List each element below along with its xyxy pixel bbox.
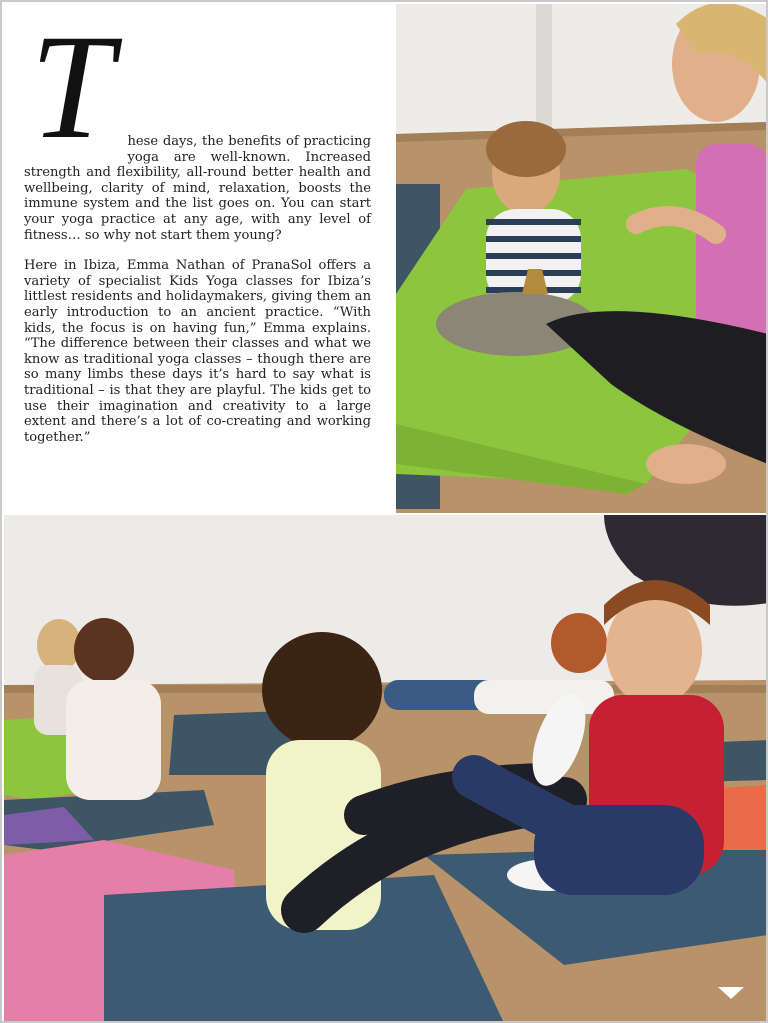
article-text [24, 4, 371, 460]
next-page-triangle-down-icon[interactable] [718, 987, 744, 999]
article-paragraph-2: Here in Ibiza, Emma Nathan of PranaSol offers a variety of specialist Kids Yoga classes for Ibiza’s littlest residents and holidaymakers, giving them an early introduction to an ancient practice. “With kids, the focus is on having fun,” Emma explains. “The difference between their classes and what we know as traditional yoga classes – though there are so many limbs these days it’s hard to say what is traditional – is that they are playful. The kids get to use their imagination and creativity to a large extent and there’s a lot of co-creating and working together.” [24, 258, 371, 445]
photo-kids-partner-yoga [4, 515, 768, 1023]
drop-cap: T [30, 4, 114, 170]
photo-teacher-with-child [396, 4, 768, 513]
photo-illustration-bottom [4, 515, 768, 1023]
article-paragraph-1: hese days, the benefits of practicing yoga are well-known. Increased strength and flexibility, all-round better health and wellbeing, clarity of mind, relaxation, boosts the immune system and the list goes on. You can start your yoga practice at any age, with any level of fitness… so why not start them young? [24, 134, 371, 243]
photo-illustration-top [396, 4, 768, 513]
